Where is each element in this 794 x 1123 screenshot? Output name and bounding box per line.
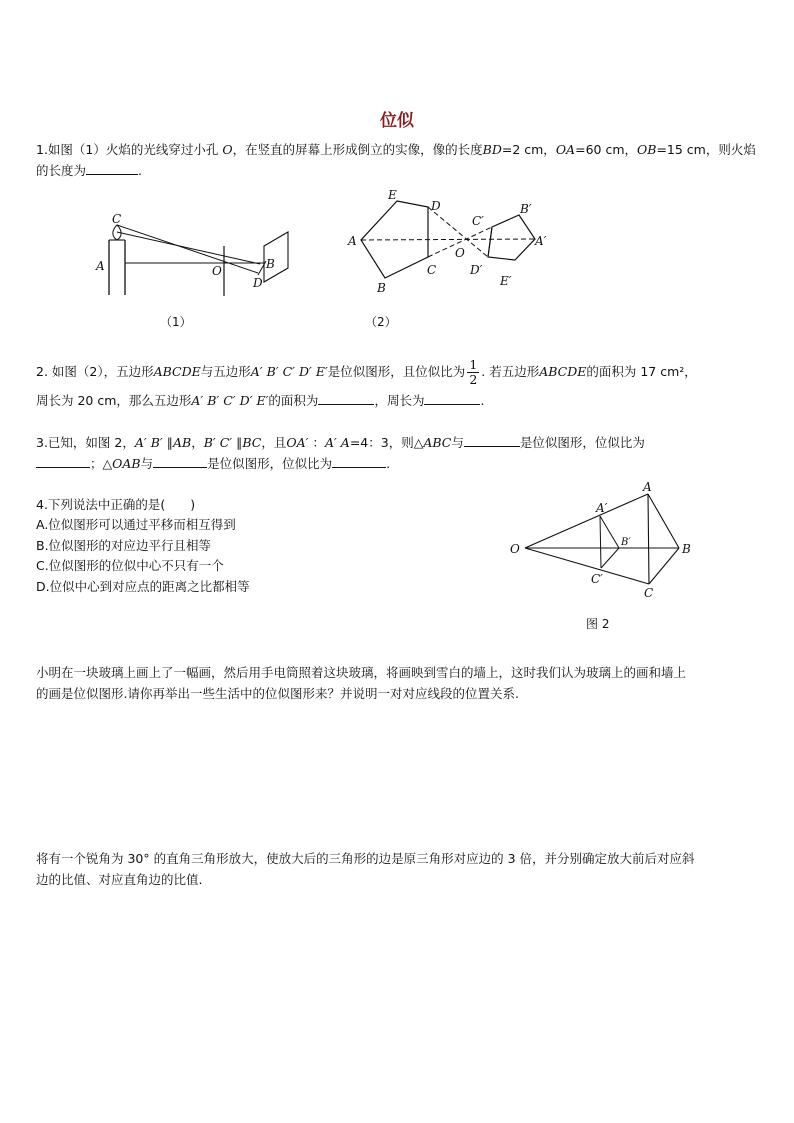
q1-var-o: O: [222, 142, 233, 157]
q3-line2: [36, 455, 390, 473]
q2-var-prime: A′ B′ C′ D′ E′: [250, 364, 328, 379]
fig1-caption: （1）: [160, 315, 192, 329]
q1-var-oa: OA: [555, 142, 576, 157]
q1-answer-blank[interactable]: [86, 162, 138, 175]
q4-stem: 4.下列说法中正确的是( ): [36, 497, 196, 512]
pentagon-prime: [488, 215, 535, 260]
q2-var-prime: A′ B′ C′ D′ E′: [191, 393, 269, 408]
q3-var: ABC: [423, 435, 452, 450]
segment-a1b1: [600, 516, 619, 548]
fig3-label-o: O: [510, 542, 520, 556]
q3-var: OA′: [286, 435, 309, 450]
q2-line1: [36, 358, 697, 387]
fig3-label-c: C: [644, 586, 654, 600]
q1-text: .: [138, 163, 142, 178]
q3-text: 是位似图形，位似比为: [519, 435, 645, 450]
fig3-label-c-prime: C′: [591, 572, 603, 586]
segment-a1c1: [600, 516, 601, 568]
fig3-label-b: B: [682, 542, 691, 556]
q3-figure2-blank[interactable]: [153, 455, 207, 468]
fig3-caption: 图 2: [586, 617, 610, 631]
q3-var: BC: [242, 435, 262, 450]
q4-option-b[interactable]: B.位似图形的对应边平行且相等: [36, 538, 212, 553]
q3-ratio2-blank[interactable]: [332, 455, 386, 468]
fig2-label-c: C: [427, 263, 437, 277]
q2-perimeter-blank[interactable]: [424, 392, 480, 405]
q3-text: ∥: [232, 435, 243, 450]
figure-2-triangles: [505, 480, 715, 640]
q1-var-ob: OB: [637, 142, 657, 157]
fig1-label-b: B: [266, 257, 275, 271]
fig2-label-c-prime: C′: [472, 214, 484, 228]
q1-line2: [36, 162, 142, 180]
fig3-label-b-prime: B′: [621, 537, 631, 548]
q2-text: 是位似图形，且位似比为: [327, 364, 466, 379]
ray-upper: [117, 225, 258, 273]
fig1-label-a: A: [96, 259, 105, 273]
q2-text: .: [480, 393, 485, 408]
fig2-label-e-prime: E′: [500, 274, 512, 288]
q3-text: ∥: [162, 435, 173, 450]
q3-line1: [36, 434, 645, 452]
fig2-label-e: E: [388, 188, 397, 202]
fig1-label-c: C: [112, 212, 122, 226]
fig1-label-o: O: [212, 264, 222, 278]
q3-text: ，且: [261, 435, 287, 450]
q6-line1: 将有一个锐角为 30° 的直角三角形放大，使放大后的三角形的边是原三角形对应边的 3 倍，并分别确定放大前后对应斜: [36, 851, 695, 866]
fig2-label-a: A: [348, 234, 357, 248]
fig2-label-d-prime: D′: [470, 263, 483, 277]
q2-var-abcde: ABCDE: [153, 364, 201, 379]
segment-ac: [648, 494, 649, 584]
q5-line1: 小明在一块玻璃上画上了一幅画，然后用手电筒照着这块玻璃，将画映到雪白的墙上，这时我们认为玻璃上的画和墙上: [36, 665, 687, 680]
fig3-label-a: A: [643, 480, 652, 494]
q2-var-abcde: ABCDE: [539, 364, 587, 379]
q3-text: ，: [191, 435, 204, 450]
q2-line2: [36, 392, 484, 410]
q4-option-c[interactable]: C.位似图形的位似中心不只有一个: [36, 558, 224, 573]
figure-2-pentagons: [345, 185, 560, 335]
q1-text: ，在竖直的屏幕上形成倒立的实像，像的长度: [232, 142, 483, 157]
segment-bc: [649, 548, 679, 584]
fig2-label-o: O: [455, 246, 465, 260]
fig2-label-b: B: [377, 281, 386, 295]
q4-option-a[interactable]: A.位似图形可以通过平移而相互得到: [36, 517, 236, 532]
q2-text: ，周长为: [374, 393, 425, 408]
fig3-label-a-prime: A′: [596, 501, 608, 515]
q2-fraction-denominator: 2: [469, 372, 478, 387]
q3-ratio-blank[interactable]: [36, 455, 90, 468]
fig2-label-b-prime: B′: [520, 202, 532, 216]
q2-area-blank[interactable]: [318, 392, 374, 405]
q3-text: 是位似图形，位似比为: [207, 456, 333, 471]
q3-text: 与: [140, 456, 154, 471]
q3-text: 与: [451, 435, 464, 450]
q2-fraction: [467, 358, 479, 387]
q1-text: 的长度为: [36, 163, 87, 178]
q3-text: ：: [308, 435, 325, 450]
dashed-a-a-prime: [361, 239, 535, 240]
q1-text: =2 cm，: [501, 142, 556, 157]
q3-var: A′ B′: [134, 435, 163, 450]
q2-text: 的面积为: [268, 393, 319, 408]
q3-text: .: [386, 456, 391, 471]
segment-c-d-prime: [488, 227, 492, 257]
q3-var: AB: [172, 435, 192, 450]
q3-text: 3.已知，如图 2，: [36, 435, 135, 450]
q3-var: B′ C′: [203, 435, 233, 450]
fig2-label-a-prime: A′: [535, 234, 547, 248]
q3-text: ；△: [90, 456, 113, 471]
fig2-caption: （2）: [365, 315, 397, 329]
q2-text: 与五边形: [200, 364, 251, 379]
q1-text: 1.如图（1）火焰的光线穿过小孔: [36, 142, 219, 157]
segment-b1c1: [601, 548, 619, 568]
q6-line2: 边的比值、对应直角边的比值.: [36, 872, 203, 887]
q2-text: 周长为 20 cm，那么五边形: [36, 393, 192, 408]
q3-figure-blank[interactable]: [464, 434, 520, 447]
fig2-label-d: D: [431, 199, 441, 213]
page-title: 位似: [380, 111, 414, 131]
q2-fraction-numerator: 1: [469, 357, 478, 372]
q1-text: =60 cm，: [575, 142, 637, 157]
q1-var-bd: BD: [482, 142, 502, 157]
q2-text: . 若五边形: [481, 364, 540, 379]
q3-text: =4：3，则△: [349, 435, 424, 450]
q1-line1: [36, 141, 756, 159]
q5-line2: 的画是位似图形.请你再举出一些生活中的位似图形来？并说明一对对应线段的位置关系.: [36, 686, 519, 701]
q2-text: 2. 如图（2），五边形: [36, 364, 154, 379]
ray-lower: [117, 232, 260, 264]
figure-1-flame-diagram: [90, 208, 300, 338]
q4-option-d[interactable]: D.位似中心到对应点的距离之比都相等: [36, 579, 250, 594]
q3-var: OAB: [112, 456, 141, 471]
segment-oc: [525, 548, 649, 584]
fig1-label-d: D: [253, 276, 263, 290]
q1-text: =15 cm，则火焰: [656, 142, 756, 157]
q2-text: 的面积为 17 cm²，: [586, 364, 697, 379]
segment-ab: [648, 494, 679, 548]
q3-var: A′ A: [324, 435, 350, 450]
